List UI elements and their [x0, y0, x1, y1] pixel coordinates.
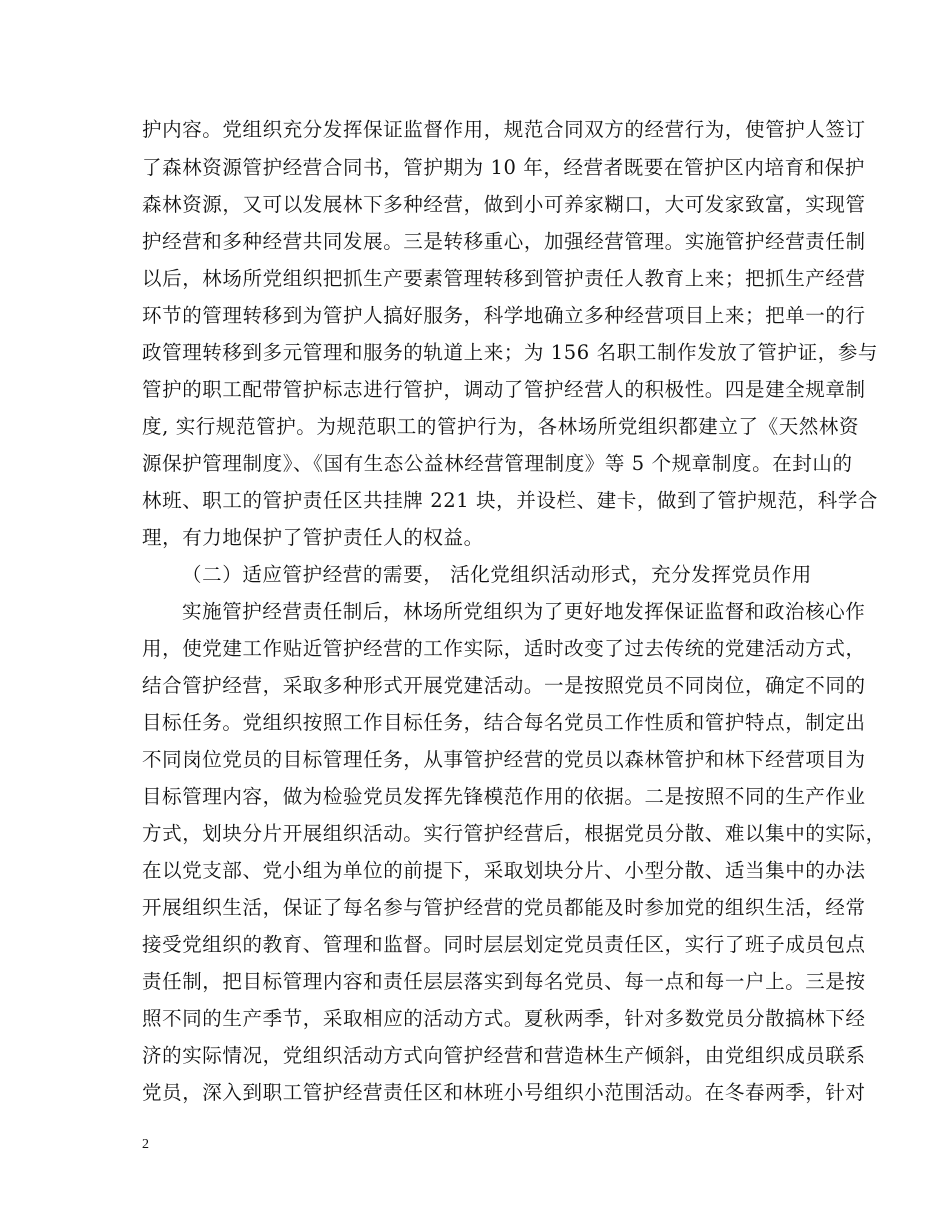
text-line: 用，使党建工作贴近管护经营的工作实际，适时改变了过去传统的党建活动方式， — [142, 637, 866, 660]
text-line: 理，有力地保护了管护责任人的权益。 — [142, 526, 484, 549]
text-line: 济的实际情况，党组织活动方式向管护经营和营造林生产倾斜，由党组织成员联系 — [142, 1044, 866, 1067]
text-line: 接受党组织的教育、管理和监督。同时层层划定党员责任区，实行了班子成员包点 — [142, 933, 866, 956]
text-line: 方式，划块分片开展组织活动。实行管护经营后，根据党员分散、难以集中的实际， — [142, 822, 886, 845]
text-line: 以后，林场所党组织把抓生产要素管理转移到管护责任人教育上来；把抓生产经营 — [142, 267, 866, 290]
text-line: 目标管理内容，做为检验党员发挥先锋模范作用的依据。二是按照不同的生产作业 — [142, 785, 866, 808]
text-line: 管护的职工配带管护标志进行管护，调动了管护经营人的积极性。四是建全规章制 — [142, 378, 866, 401]
text-line: 党员，深入到职工管护经营责任区和林班小号组织小范围活动。在冬春两季，针对 — [142, 1081, 866, 1104]
section-heading: （二）适应管护经营的需要， 活化党组织活动形式，充分发挥党员作用 — [182, 563, 812, 586]
text-line: 环节的管理转移到为管护人搞好服务，科学地确立多种经营项目上来；把单一的行 — [142, 304, 866, 327]
text-line: 护经营和多种经营共同发展。三是转移重心，加强经营管理。实施管护经营责任制 — [142, 230, 866, 253]
text-line: 开展组织生活，保证了每名参与管护经营的党员都能及时参加党的组织生活，经常 — [142, 896, 866, 919]
text-line: 目标任务。党组织按照工作目标任务，结合每名党员工作性质和管护特点，制定出 — [142, 711, 866, 734]
text-line: 责任制，把目标管理内容和责任层层落实到每名党员、每一点和每一户上。三是按 — [142, 970, 866, 993]
text-line: 不同岗位党员的目标管理任务，从事管护经营的党员以森林管护和林下经营项目为 — [142, 748, 866, 771]
page-number: 2 — [142, 1137, 149, 1152]
text-line: 在以党支部、党小组为单位的前提下，采取划块分片、小型分散、适当集中的办法 — [142, 859, 866, 882]
text-line: 照不同的生产季节，采取相应的活动方式。夏秋两季，针对多数党员分散搞林下经 — [142, 1007, 866, 1030]
text-line: 林班、职工的管护责任区共挂牌 221 块，并设栏、建卡，做到了管护规范，科学合 — [142, 489, 879, 512]
text-line: 源保护管理制度》、《国有生态公益林经营管理制度》等 5 个规章制度。在封山的 — [142, 452, 853, 475]
text-line: 森林资源，又可以发展林下多种经营，做到小可养家糊口，大可发家致富，实现管 — [142, 193, 866, 216]
text-line: 政管理转移到多元管理和服务的轨道上来；为 156 名职工制作发放了管护证，参与 — [142, 341, 879, 364]
text-line: 度, 实行规范管护。为规范职工的管护行为，各林场所党组织都建立了《天然林资 — [142, 415, 860, 438]
text-line: 护内容。党组织充分发挥保证监督作用，规范合同双方的经营行为，使管护人签订 — [142, 118, 866, 141]
text-line: 结合管护经营，采取多种形式开展党建活动。一是按照党员不同岗位，确定不同的 — [142, 674, 866, 697]
paragraph-first-line: 实施管护经营责任制后，林场所党组织为了更好地发挥保证监督和政治核心作 — [182, 600, 866, 623]
text-line: 了森林资源管护经营合同书，管护期为 10 年，经营者既要在管护区内培育和保护 — [142, 156, 866, 179]
